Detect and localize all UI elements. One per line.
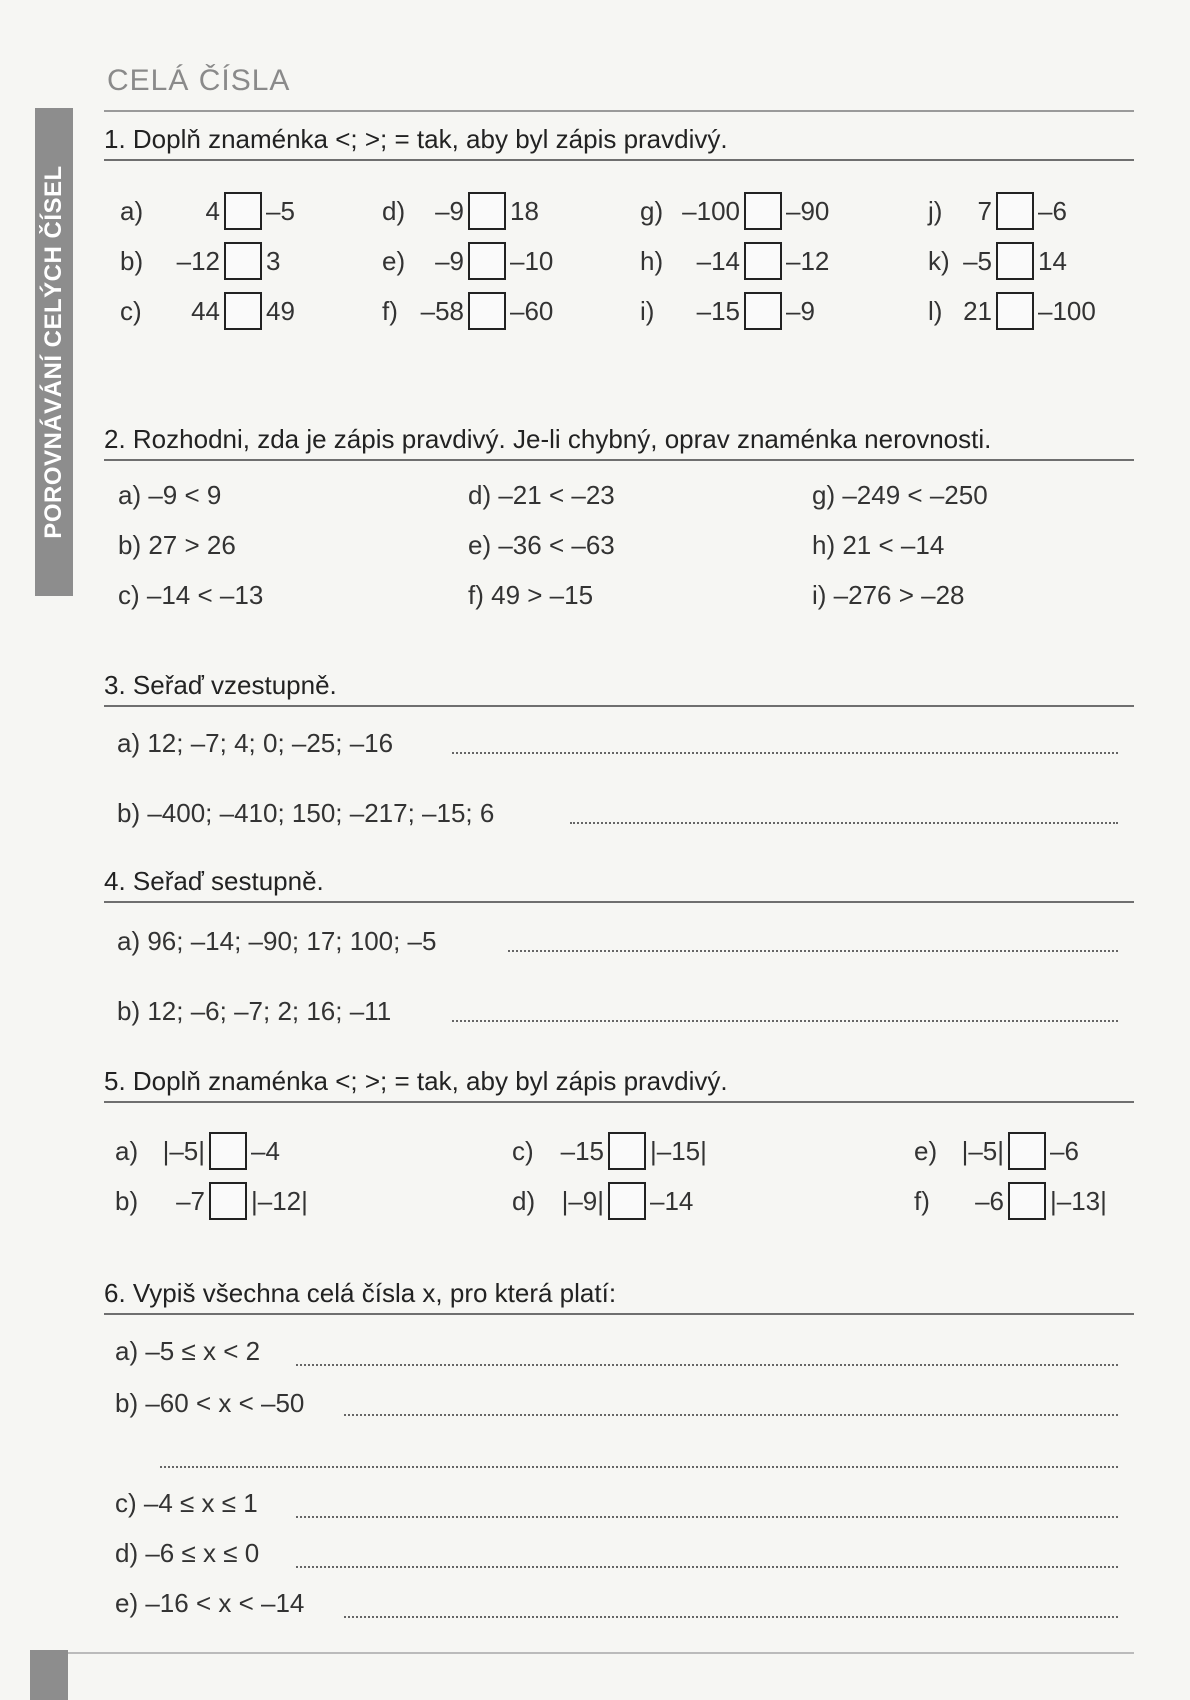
ex4-item-a: a) 96; –14; –90; 17; 100; –5 <box>117 926 437 956</box>
ex6-item-b: b) –60 < x < –50 <box>115 1388 305 1418</box>
ex1-item-l: l) 21 –100 <box>928 292 1096 330</box>
ex2-item-g: g) –249 < –250 <box>812 480 988 510</box>
ex6-answer-line-d[interactable] <box>296 1566 1118 1568</box>
ex2-item-d: d) –21 < –23 <box>468 480 615 510</box>
ex1-item-j: j) 7 –6 <box>928 192 1067 230</box>
ex2-item-e: e) –36 < –63 <box>468 530 615 560</box>
answer-box[interactable] <box>224 292 262 330</box>
ex5-item-c: c) –15 |–15| <box>512 1132 707 1170</box>
answer-box[interactable] <box>468 192 506 230</box>
ex3-item-b: b) –400; –410; 150; –217; –15; 6 <box>117 798 495 828</box>
exercise-1-heading: 1. Doplň znaménka <; >; = tak, aby byl zápis pravdivý. <box>104 124 1134 161</box>
answer-box[interactable] <box>744 192 782 230</box>
ex6-item-e: e) –16 < x < –14 <box>115 1588 305 1618</box>
ex5-item-a: a) |–5| –4 <box>115 1132 280 1170</box>
ex6-answer-line-b[interactable] <box>344 1414 1118 1416</box>
ex1-item-k: k) –5 14 <box>928 242 1067 280</box>
ex1-item-b: b) –12 3 <box>120 242 280 280</box>
answer-box[interactable] <box>608 1182 646 1220</box>
ex4-answer-line-a[interactable] <box>508 950 1118 952</box>
ex3-answer-line-b[interactable] <box>570 822 1118 824</box>
ex2-item-c: c) –14 < –13 <box>118 580 264 610</box>
ex6-item-c: c) –4 ≤ x ≤ 1 <box>115 1488 258 1518</box>
bottom-divider <box>68 1652 1134 1654</box>
answer-box[interactable] <box>468 242 506 280</box>
answer-box[interactable] <box>209 1182 247 1220</box>
top-divider <box>104 110 1134 112</box>
answer-box[interactable] <box>744 292 782 330</box>
ex5-item-b: b) –7 |–12| <box>115 1182 308 1220</box>
ex5-item-d: d) |–9| –14 <box>512 1182 693 1220</box>
answer-box[interactable] <box>224 192 262 230</box>
ex2-item-b: b) 27 > 26 <box>118 530 236 560</box>
answer-box[interactable] <box>996 192 1034 230</box>
ex2-item-h: h) 21 < –14 <box>812 530 945 560</box>
ex6-item-a: a) –5 ≤ x < 2 <box>115 1336 261 1366</box>
exercise-5-heading: 5. Doplň znaménka <; >; = tak, aby byl zápis pravdivý. <box>104 1066 1134 1103</box>
ex2-item-i: i) –276 > –28 <box>812 580 965 610</box>
answer-box[interactable] <box>468 292 506 330</box>
ex6-answer-line-a[interactable] <box>296 1364 1118 1366</box>
answer-box[interactable] <box>1008 1132 1046 1170</box>
ex5-item-e: e) |–5| –6 <box>914 1132 1079 1170</box>
exercise-4-heading: 4. Seřaď sestupně. <box>104 866 1134 903</box>
ex1-item-a: a) 4 –5 <box>120 192 295 230</box>
exercise-6-heading: 6. Vypiš všechna celá čísla x, pro která platí: <box>104 1278 1134 1315</box>
ex5-item-f: f) –6 |–13| <box>914 1182 1107 1220</box>
ex1-item-d: d) –9 18 <box>382 192 539 230</box>
answer-box[interactable] <box>224 242 262 280</box>
page-title: CELÁ ČÍSLA <box>107 64 291 97</box>
answer-box[interactable] <box>608 1132 646 1170</box>
side-tab <box>35 108 73 596</box>
ex6-answer-line-b2[interactable] <box>160 1466 1118 1468</box>
side-tab-label: POROVNÁVÁNÍ CELÝCH ČÍSEL <box>40 165 67 539</box>
answer-box[interactable] <box>996 242 1034 280</box>
exercise-2-heading: 2. Rozhodni, zda je zápis pravdivý. Je-li chybný, oprav znaménka nerovnosti. <box>104 424 1134 461</box>
ex1-item-c: c) 44 49 <box>120 292 295 330</box>
ex1-item-h: h) –14 –12 <box>640 242 829 280</box>
ex1-item-g: g) –100 –90 <box>640 192 829 230</box>
ex4-answer-line-b[interactable] <box>452 1020 1118 1022</box>
ex1-item-e: e) –9 –10 <box>382 242 553 280</box>
ex6-answer-line-e[interactable] <box>344 1616 1118 1618</box>
answer-box[interactable] <box>996 292 1034 330</box>
answer-box[interactable] <box>744 242 782 280</box>
ex3-answer-line-a[interactable] <box>452 752 1118 754</box>
exercise-3-heading: 3. Seřaď vzestupně. <box>104 670 1134 707</box>
answer-box[interactable] <box>209 1132 247 1170</box>
ex6-answer-line-c[interactable] <box>296 1516 1118 1518</box>
ex4-item-b: b) 12; –6; –7; 2; 16; –11 <box>117 996 392 1026</box>
ex1-item-f: f) –58 –60 <box>382 292 553 330</box>
ex3-item-a: a) 12; –7; 4; 0; –25; –16 <box>117 728 394 758</box>
ex2-item-a: a) –9 < 9 <box>118 480 222 510</box>
answer-box[interactable] <box>1008 1182 1046 1220</box>
page-number-tab <box>30 1650 68 1700</box>
ex6-item-d: d) –6 ≤ x ≤ 0 <box>115 1538 260 1568</box>
ex1-item-i: i) –15 –9 <box>640 292 815 330</box>
ex2-item-f: f) 49 > –15 <box>468 580 594 610</box>
